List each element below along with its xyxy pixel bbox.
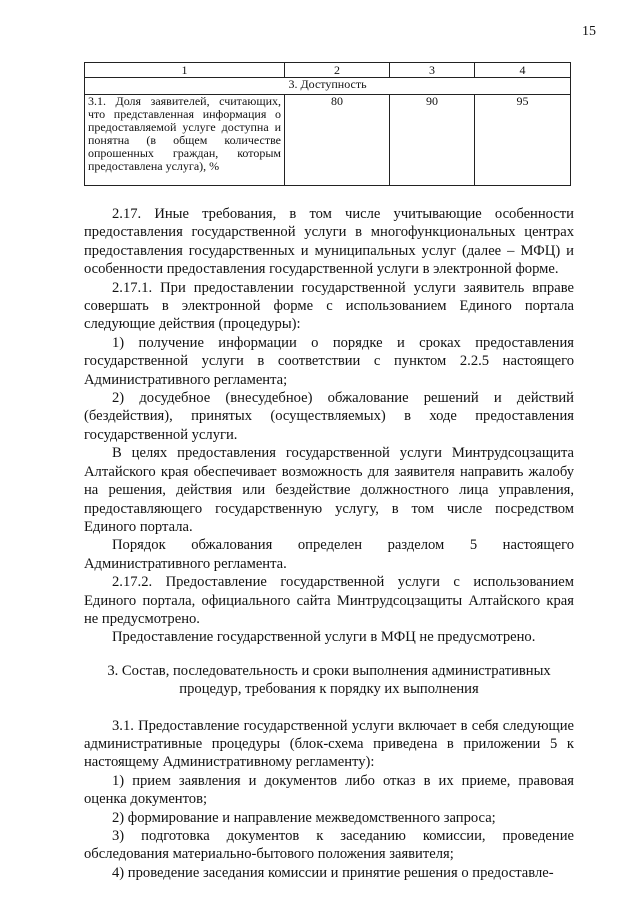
paragraph: Порядок обжалования определен разделом 5 настоящего Административного регламента.: [84, 537, 574, 572]
table-col-header: 3: [390, 63, 475, 78]
table-col-header: 2: [285, 63, 390, 78]
table-row: [85, 95, 571, 186]
paragraph: 2) досудебное (внесудебное) обжалование решений и действий (бездействия), принятых (осуществляемых) в ходе предоставления государственной услуги.: [84, 390, 574, 443]
paragraph: Предоставление государственной услуги в МФЦ не предусмотрено.: [112, 629, 536, 646]
paragraph: 2.17.1. При предоставлении государственной услуги заявитель вправе совершать в электронной форме с использованием Единого портала следующие действия (процедуры):: [84, 279, 574, 333]
indicator-value: 80: [285, 95, 390, 186]
paragraph: 1) получение информации о порядке и сроках предоставления государственной услуги в соответствии с пунктом 2.2.5 настоящего Административного регламента;: [84, 334, 574, 388]
paragraph: В целях предоставления государственной услуги Минтрудсоцзащита Алтайского края обеспечивает возможность для заявителя направить жалобу на решения, действия или бездействие должностного лица управления, предоставляющего государственную услугу, в том числе посредством Единого портала.: [84, 445, 574, 535]
table-section-title: 3. Доступность: [85, 78, 571, 95]
indicator-value: 95: [475, 95, 571, 186]
document-body: [84, 205, 574, 882]
table-col-header: 4: [475, 63, 571, 78]
table-header-row: [85, 63, 571, 78]
paragraph: 4) проведение заседания комиссии и принятие решения о предоставле-: [112, 864, 554, 881]
indicator-label: 3.1. Доля заявителей, считающих, что представленная информация о предоставляемой услуге доступна и понятна (в общем количестве опрошенных граждан, которым предоставлена услуга), %: [85, 95, 285, 186]
paragraph: 3.1. Предоставление государственной услуги включает в себя следующие административные процедуры (блок-схема приведена в приложении 5 к настоящему Административному регламенту):: [84, 717, 574, 771]
indicator-table: [84, 62, 571, 186]
table-section-row: [85, 78, 571, 95]
table-col-header: 1: [85, 63, 285, 78]
paragraph: 2.17. Иные требования, в том числе учитывающие особенности предоставления государственной услуги в многофункциональных центрах предоставления государственных и муниципальных услуг (далее – МФЦ) и особенности предоставления государственной услуги в электронной форме.: [84, 206, 574, 278]
section-heading: 3. Состав, последовательность и сроки выполнения административных процедур, требования к порядку их выполнения: [107, 662, 551, 698]
paragraph: 2.17.2. Предоставление государственной услуги с использованием Единого портала, официального сайта Минтрудсоцзащиты Алтайского края не предусмотрено.: [84, 574, 574, 627]
paragraph: 3) подготовка документов к заседанию комиссии, проведение обследования материально-бытового положения заявителя;: [84, 828, 574, 863]
paragraph: 1) прием заявления и документов либо отказ в их приеме, правовая оценка документов;: [84, 772, 574, 808]
indicator-value: 90: [390, 95, 475, 186]
page-number: 15: [582, 24, 596, 39]
paragraph: 2) формирование и направление межведомственного запроса;: [112, 809, 496, 826]
